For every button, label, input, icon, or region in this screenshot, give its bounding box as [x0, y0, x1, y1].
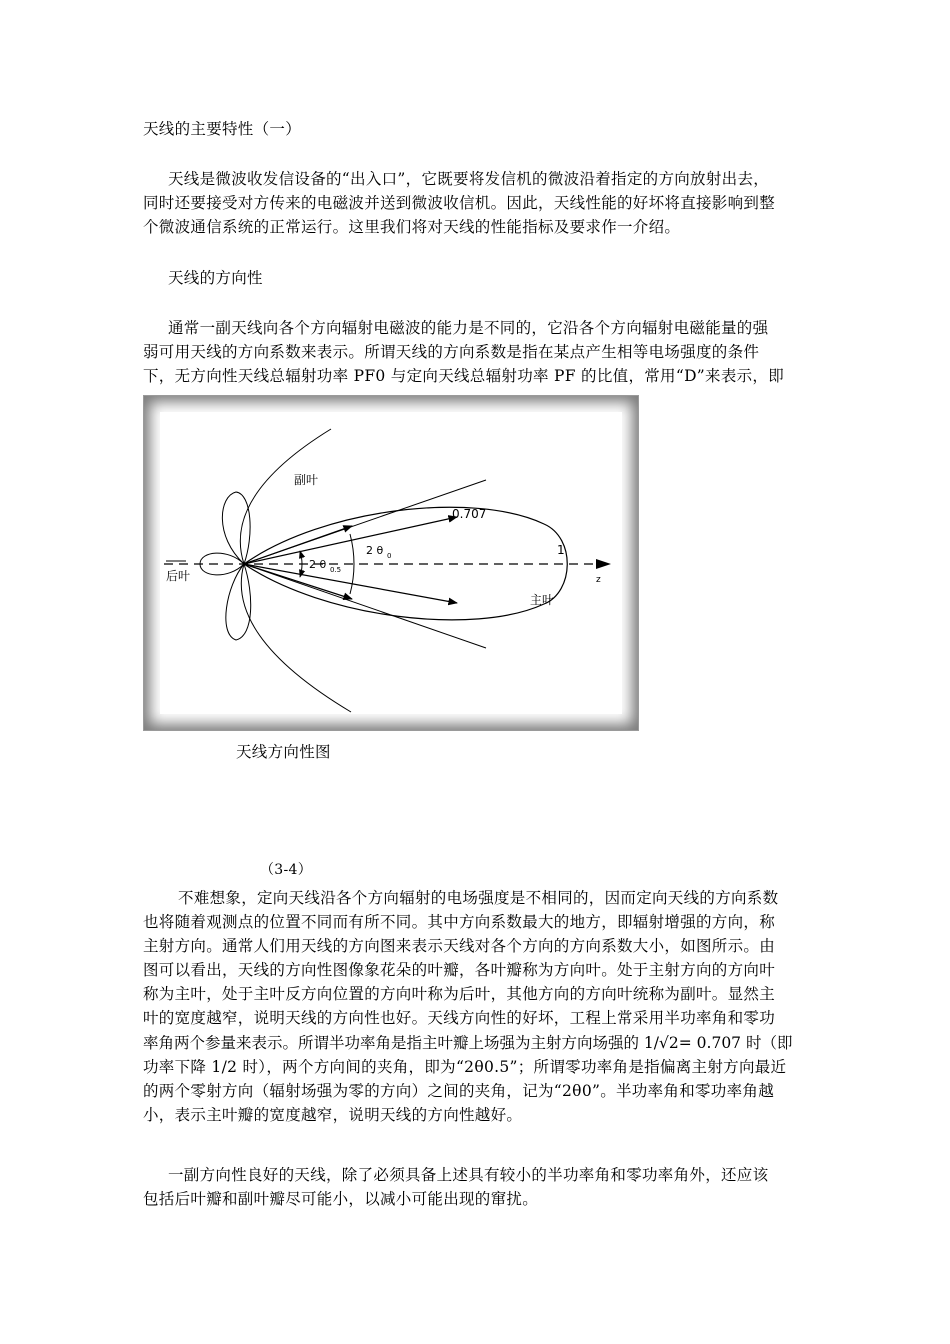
text-line: 称为主叶，处于主叶反方向位置的方向叶称为后叶，其他方向的方向叶统称为副叶。显然主	[143, 985, 776, 1003]
text-line: 也将随着观测点的位置不同而有所不同。其中方向系数最大的地方，即辐射增强的方向，称	[143, 913, 776, 931]
peak-value-label: 1	[557, 543, 565, 557]
text-line: 同时还要接受对方传来的电磁波并送到微波收信机。因此，天线性能的好坏将直接影响到整	[143, 194, 776, 212]
text-line: 叶的宽度越窄，说明天线的方向性也好。天线方向性的好坏，工程上常采用半功率角和零功	[143, 1009, 776, 1027]
diagram-canvas	[160, 412, 622, 714]
text-line: 的两个零射方向（辐射场强为零的方向）之间的夹角，记为“2θ0”。半功率角和零功率角越	[143, 1082, 775, 1100]
back-lobe-label: 后叶	[166, 569, 191, 583]
radiation-pattern-diagram	[144, 396, 638, 730]
page-title: 天线的主要特性（一）	[143, 120, 302, 138]
text-line: 主射方向。通常人们用天线的方向图来表示天线对各个方向的方向系数大小，如图所示。由	[143, 937, 776, 955]
text-line: 图可以看出，天线的方向性图像象花朵的叶瓣，各叶瓣称为方向叶。处于主射方向的方向叶	[143, 961, 776, 979]
text-line: 率角两个参量来表示。所谓半功率角是指主叶瓣上场强为主射方向场强的 1/√2= 0.707 时（即	[143, 1034, 793, 1052]
equation-number: （3-4）	[260, 862, 313, 878]
null-angle-subscript: 0	[387, 552, 392, 560]
text-line: 小，表示主叶瓣的宽度越窄，说明天线的方向性越好。	[143, 1106, 523, 1124]
text-line: 个微波通信系统的正常运行。这里我们将对天线的性能指标及要求作一介绍。	[143, 218, 681, 236]
null-angle-label: 2 θ	[366, 544, 384, 557]
text-line: 一副方向性良好的天线，除了必须具备上述具有较小的半功率角和零功率角外，还应该	[168, 1166, 769, 1184]
text-line: 功率下降 1/2 时），两个方向间的夹角，即为“2θ0.5”；所谓零功率角是指偏离主射方向最近	[143, 1058, 787, 1076]
text-line: 下，无方向性天线总辐射功率 PF0 与定向天线总辐射功率 PF 的比值，常用“D”来表示，即	[143, 367, 785, 385]
text-line: 不难想象，定向天线沿各个方向辐射的电场强度是不相同的，因而定向天线的方向系数	[178, 889, 779, 907]
text-line: 弱可用天线的方向系数来表示。所谓天线的方向系数是指在某点产生相等电场强度的条件	[143, 343, 760, 361]
half-power-angle-subscript: 0.5	[330, 566, 342, 574]
z-axis-label: z	[596, 575, 601, 585]
text-line: 通常一副天线向各个方向辐射电磁波的能力是不同的，它沿各个方向辐射电磁能量的强	[168, 319, 769, 337]
half-power-angle-label: 2 θ	[309, 558, 327, 571]
text-line: 天线是微波收发信设备的“出入口”，它既要将发信机的微波沿着指定的方向放射出去，	[168, 170, 770, 188]
main-lobe-label: 主叶	[530, 593, 555, 607]
half-power-value-label: 0.707	[452, 507, 487, 521]
figure-caption: 天线方向性图	[236, 743, 331, 761]
side-lobe-label: 副叶	[294, 473, 319, 487]
section-heading: 天线的方向性	[168, 269, 263, 287]
text-line: 包括后叶瓣和副叶瓣尽可能小，以减小可能出现的窜扰。	[143, 1190, 539, 1208]
radiation-pattern-figure	[143, 395, 639, 731]
